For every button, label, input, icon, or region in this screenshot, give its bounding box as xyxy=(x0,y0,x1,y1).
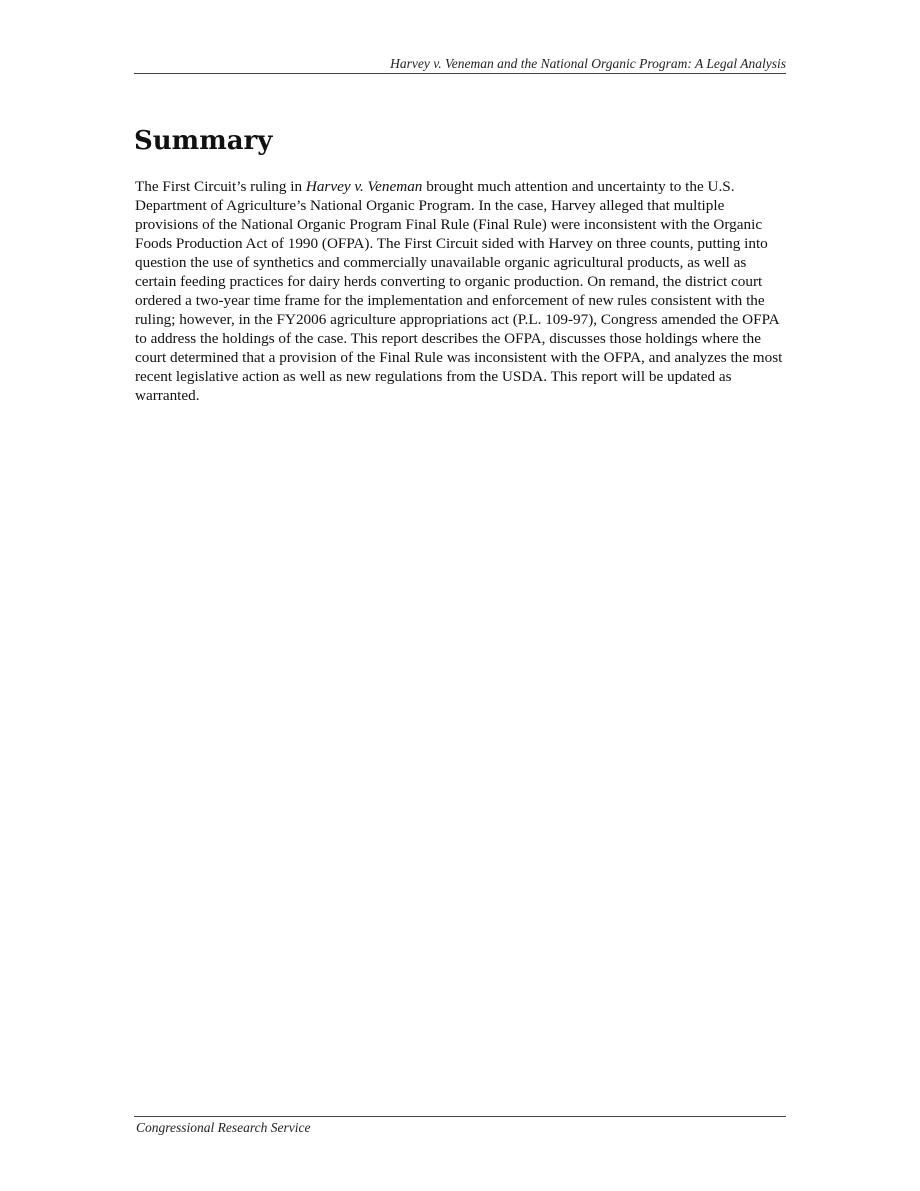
summary-text: brought much attention and uncertainty to the U.S. Department of Agriculture’s National Organic Program. In the case, Harvey alleged that multiple provisions of the National Organic Program Final Rule (Final Rule) were inconsistent with the Organic Foods Production Act of 1990 (OFPA). The First Circuit sided with Harvey on three counts, putting into question the use of synthetics and commercially unavailable organic agricultural products, as well as certain feeding practices for dairy herds converting to organic production. On remand, the district court ordered a two-year time frame for the implementation and enforcement of new rules consistent with the ruling; however, in the FY2006 agriculture appropriations act (P.L. 109-97), Congress amended the OFPA to address the holdings of the case. This report describes the OFPA, discusses those holdings where the court determined that a provision of the Final Rule was inconsistent with the OFPA, and analyzes the most recent legislative action as well as new regulations from the USDA. This report will be updated as warranted. xyxy=(135,178,783,404)
footer-rule xyxy=(134,1116,786,1117)
summary-paragraph xyxy=(135,177,787,405)
summary-intro: The First Circuit’s ruling in xyxy=(135,178,306,195)
summary-heading: Summary xyxy=(134,126,273,156)
header-rule xyxy=(134,73,786,74)
running-footer: Congressional Research Service xyxy=(136,1120,311,1135)
case-name: Harvey v. Veneman xyxy=(305,178,423,195)
running-header: Harvey v. Veneman and the National Organic Program: A Legal Analysis xyxy=(390,56,786,71)
